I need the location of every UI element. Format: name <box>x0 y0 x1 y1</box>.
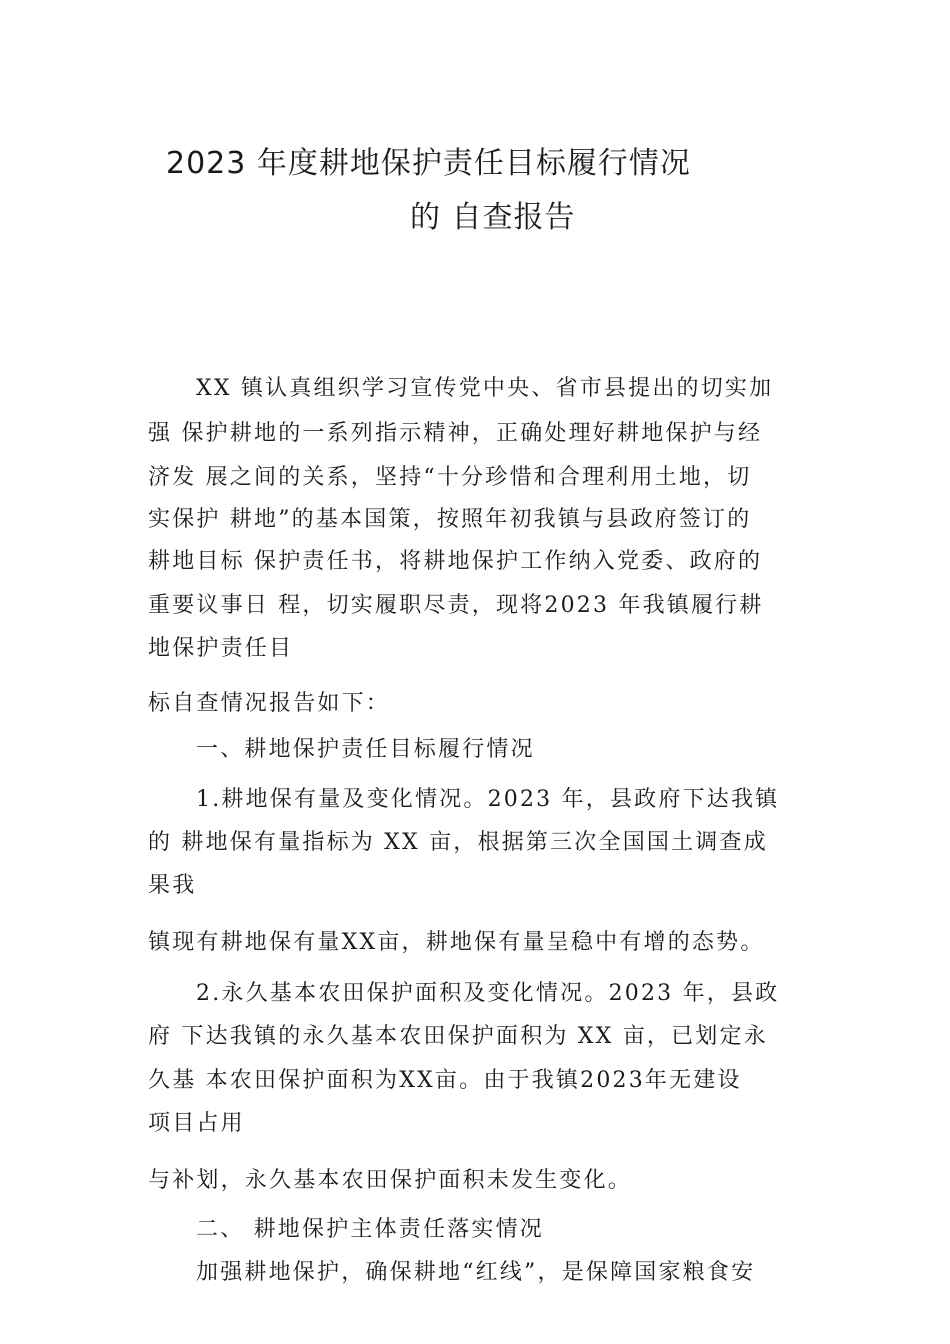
paragraph-line: 地保护责任目 <box>148 636 294 661</box>
paragraph-line: 实保护 耕地”的基本国策，按照年初我镇与县政府签订的 <box>148 507 752 532</box>
paragraph-line: 久基 本农田保护面积为XX亩。由于我镇2023年无建设 <box>148 1068 742 1093</box>
paragraph-line: 府 下达我镇的永久基本农田保护面积为 XX 亩，已划定永 <box>148 1024 768 1049</box>
paragraph-line: 2.永久基本农田保护面积及变化情况。2023 年，县政 <box>196 981 780 1006</box>
document-title-line-1: 2023 年度耕地保护责任目标履行情况 <box>166 146 691 181</box>
paragraph-line: 的 耕地保有量指标为 XX 亩，根据第三次全国国土调查成 <box>148 830 768 855</box>
paragraph-line: 镇现有耕地保有量XX亩，耕地保有量呈稳中有增的态势。 <box>148 930 765 955</box>
paragraph-line: 强 保护耕地的一系列指示精神，正确处理好耕地保护与经 <box>148 421 763 446</box>
paragraph-line: XX 镇认真组织学习宣传党中央、省市县提出的切实加 <box>196 376 774 401</box>
document-title-line-2: 的 自查报告 <box>410 200 576 235</box>
paragraph-line: 重要议事日 程，切实履职尽责，现将2023 年我镇履行耕 <box>148 593 764 618</box>
paragraph-line: 耕地目标 保护责任书，将耕地保护工作纳入党委、政府的 <box>148 549 763 574</box>
section-heading: 一、耕地保护责任目标履行情况 <box>196 737 535 762</box>
paragraph-line: 项目占用 <box>148 1111 245 1136</box>
paragraph-line: 与补划，永久基本农田保护面积未发生变化。 <box>148 1168 633 1193</box>
paragraph-line: 1.耕地保有量及变化情况。2023 年，县政府下达我镇 <box>196 787 780 812</box>
paragraph-line: 果我 <box>148 873 197 898</box>
paragraph-line: 加强耕地保护，确保耕地“红线”，是保障国家粮食安 <box>196 1260 756 1285</box>
paragraph-line: 标自查情况报告如下： <box>148 691 391 716</box>
paragraph-line: 济发 展之间的关系，坚持“十分珍惜和合理利用土地，切 <box>148 465 752 490</box>
section-heading: 二、 耕地保护主体责任落实情况 <box>196 1217 544 1242</box>
